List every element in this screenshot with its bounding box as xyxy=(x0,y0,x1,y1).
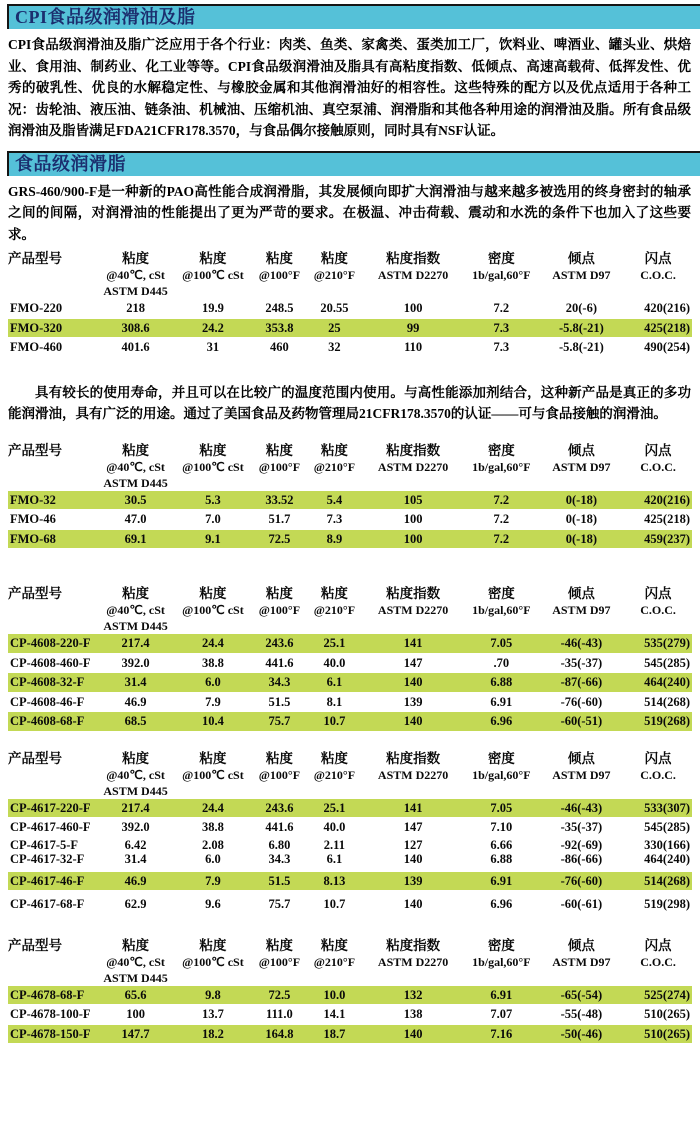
value-cell: 132 xyxy=(403,987,423,1002)
value-cell: 2.08 xyxy=(201,837,224,852)
table-row xyxy=(8,673,692,692)
value-cell: 441.6 xyxy=(265,820,294,834)
product-model-cell: CP-4678-150-F xyxy=(10,1026,91,1041)
value-cell: 308.6 xyxy=(121,320,150,335)
table-header-row xyxy=(8,585,692,634)
col-header: 倾点 ASTM D97 xyxy=(552,750,611,782)
col-header: 粘度 @100℃ cSt xyxy=(182,937,244,969)
value-cell: 38.8 xyxy=(201,655,224,670)
col-header: 闪点 C.O.C. xyxy=(640,442,676,474)
value-cell: 9.8 xyxy=(205,987,221,1002)
table-row xyxy=(8,634,692,653)
value-cell: 514(268) xyxy=(644,694,690,709)
value-cell: 62.9 xyxy=(124,897,147,911)
value-cell: 100 xyxy=(403,531,423,546)
product-model-cell: FMO-320 xyxy=(10,320,63,335)
value-cell: 19.9 xyxy=(201,301,224,315)
value-cell: -86(-66) xyxy=(560,852,603,866)
product-model-cell: FMO-68 xyxy=(10,531,56,546)
value-cell: 7.3 xyxy=(493,340,510,354)
value-cell: 7.2 xyxy=(493,301,510,315)
value-cell: 420(216) xyxy=(644,301,690,315)
table-row xyxy=(8,299,692,318)
value-cell: 6.91 xyxy=(490,873,513,888)
table-row xyxy=(8,712,692,731)
value-cell: 47.0 xyxy=(124,512,147,526)
value-cell: 6.96 xyxy=(490,897,513,911)
value-cell: 75.7 xyxy=(268,897,291,911)
value-cell: 139 xyxy=(403,694,423,709)
table-row xyxy=(8,1005,692,1024)
value-cell: 6.91 xyxy=(490,987,513,1002)
col-header: 倾点 ASTM D97 xyxy=(552,442,611,474)
table-row xyxy=(8,693,692,712)
value-cell: 10.0 xyxy=(323,987,346,1002)
spec-table-fmo-heavy xyxy=(8,250,692,357)
value-cell: 459(237) xyxy=(644,531,690,546)
value-cell: 138 xyxy=(403,1007,423,1021)
spec-table-cp4608 xyxy=(8,585,692,731)
value-cell: 401.6 xyxy=(121,340,150,354)
product-model-cell: CP-4617-46-F xyxy=(10,873,85,888)
table-row xyxy=(8,319,692,338)
value-cell: 510(265) xyxy=(644,1007,690,1021)
value-cell: -5.8(-21) xyxy=(559,320,604,335)
product-model-cell: CP-4608-46-F xyxy=(10,694,85,709)
value-cell: -92(-69) xyxy=(560,837,603,852)
table-header-row xyxy=(8,937,692,986)
value-cell: 147 xyxy=(403,820,423,834)
section-banner-grease xyxy=(7,151,700,176)
value-cell: 127 xyxy=(403,837,423,852)
value-cell: 525(274) xyxy=(644,987,690,1002)
value-cell: 18.2 xyxy=(201,1026,224,1041)
table-row xyxy=(8,510,692,529)
section-title-grease: 食品级润滑脂 xyxy=(15,153,126,174)
value-cell: 6.66 xyxy=(490,837,513,852)
col-header: 闪点 C.O.C. xyxy=(640,586,676,617)
value-cell: 65.6 xyxy=(124,987,147,1002)
value-cell: 8.13 xyxy=(323,873,346,888)
value-cell: 7.2 xyxy=(493,531,510,546)
value-cell: -46(-43) xyxy=(560,636,603,650)
value-cell: 6.88 xyxy=(490,675,513,689)
col-header: 密度 1b/gal,60°F xyxy=(472,442,531,474)
value-cell: 8.9 xyxy=(326,531,343,546)
value-cell: 72.5 xyxy=(268,987,291,1002)
value-cell: 40.0 xyxy=(323,820,346,834)
table-row xyxy=(8,799,692,818)
value-cell: 72.5 xyxy=(268,531,291,546)
section-title-oils: CPI食品级润滑油及脂 xyxy=(15,7,196,27)
value-cell: 10.7 xyxy=(323,714,346,728)
value-cell: 24.4 xyxy=(201,800,224,815)
value-cell: 514(268) xyxy=(644,873,690,888)
value-cell: 6.96 xyxy=(490,714,513,728)
value-cell: 100 xyxy=(403,512,423,526)
value-cell: 7.3 xyxy=(326,512,343,526)
grease-intro-paragraph: GRS-460/900-F是一种新的PAO高性能合成润滑脂，其发展倾向即扩大润滑油与越来越多被选用的终身密封的轴承之间的间隔，对润滑油的性能提出了更为严苛的要求。在极温、冲击荷载、震动和水洗的条件下也加入了这些要求。 xyxy=(8,183,691,242)
col-header: 粘度指数 ASTM D2270 xyxy=(377,251,449,282)
table-row xyxy=(8,338,692,357)
value-cell: 20(-6) xyxy=(565,301,598,315)
col-header: 粘度指数 ASTM D2270 xyxy=(377,586,449,617)
product-model-cell: CP-4608-32-F xyxy=(10,675,85,689)
value-cell: 392.0 xyxy=(121,655,150,670)
col-header: 粘度 @210°F xyxy=(313,251,356,282)
value-cell: 460 xyxy=(270,340,289,354)
value-cell: -50(-46) xyxy=(560,1026,603,1041)
table-header-row xyxy=(8,442,692,491)
value-cell: 7.10 xyxy=(490,820,513,834)
value-cell: 6.1 xyxy=(326,675,343,689)
value-cell: 441.6 xyxy=(265,655,294,670)
mid-paragraph: 具有较长的使用寿命，并且可以在比较广的温度范围内使用。与高性能添加剂结合，这种新产品是真正的多功能润滑油，具有广泛的用途。通过了美国食品及药物管理局21CFR178.3570的认证——可与食品接触的润滑油。 xyxy=(8,384,691,421)
value-cell: 14.1 xyxy=(323,1007,346,1021)
product-model-cell: FMO-220 xyxy=(10,301,63,315)
value-cell: 464(240) xyxy=(644,852,690,866)
value-cell: 7.9 xyxy=(205,873,221,888)
value-cell: 31.4 xyxy=(124,852,147,866)
table-row xyxy=(8,1025,692,1044)
value-cell: 7.07 xyxy=(490,1007,513,1021)
value-cell: 6.42 xyxy=(124,837,147,852)
table-row xyxy=(8,654,692,673)
col-header: 粘度指数 ASTM D2270 xyxy=(377,937,449,969)
value-cell: 140 xyxy=(403,897,423,911)
value-cell: 535(279) xyxy=(644,636,690,650)
value-cell: -35(-37) xyxy=(560,655,603,670)
col-header: 粘度 @210°F xyxy=(313,750,356,782)
product-model-cell: CP-4608-220-F xyxy=(10,636,91,650)
table-row xyxy=(8,852,692,867)
table-header-row xyxy=(8,250,692,299)
value-cell: 111.0 xyxy=(266,1007,293,1021)
table-row xyxy=(8,838,692,853)
value-cell: 141 xyxy=(403,800,423,815)
table-row xyxy=(8,895,692,914)
value-cell: 8.1 xyxy=(326,694,343,709)
col-header-product: 产品型号 xyxy=(8,937,62,953)
value-cell: 243.6 xyxy=(265,800,294,815)
value-cell: 100 xyxy=(403,301,423,315)
value-cell: 147 xyxy=(403,655,423,670)
product-model-cell: FMO-460 xyxy=(10,340,63,354)
value-cell: 2.11 xyxy=(323,837,345,852)
value-cell: 0(-18) xyxy=(565,512,598,526)
oils-intro-paragraph: CPI食品级润滑油及脂广泛应用于各个行业：肉类、鱼类、家禽类、蛋类加工厂，饮料业、啤酒业、罐头业、烘焙业、食用油、制药业、化工业等等。CPI食品级润滑油及脂具有高粘度指数、低倾点、高速高载荷、低挥发性、优秀的破乳性、优良的水解稳定性、与橡胶金属和其他润滑油好的相容性。这些特殊的配方以及优点适用于各种工况：齿轮油、液压油、链条油、机械油、压缩机油、真空泵浦、润滑脂和其他各种用途的润滑油及脂。所有食品级润滑油及脂皆满足FDA21CFR178.3570，与食品偶尔接触原则，同时具有NSF认证。 xyxy=(8,37,691,138)
value-cell: 6.88 xyxy=(490,852,513,866)
col-header: 粘度 @210°F xyxy=(313,442,356,474)
value-cell: 147.7 xyxy=(121,1026,150,1041)
value-cell: 353.8 xyxy=(265,320,294,335)
value-cell: 51.5 xyxy=(268,873,291,888)
value-cell: 425(218) xyxy=(644,512,690,526)
value-cell: 69.1 xyxy=(124,531,147,546)
value-cell: 141 xyxy=(403,636,423,650)
value-cell: -76(-60) xyxy=(560,873,603,888)
value-cell: 20.55 xyxy=(320,301,349,315)
col-header: 粘度 @40℃, cSt ASTM D445 xyxy=(103,586,168,633)
value-cell: 464(240) xyxy=(644,675,690,689)
value-cell: 7.16 xyxy=(490,1026,513,1041)
value-cell: 25.1 xyxy=(323,800,346,815)
product-model-cell: CP-4678-100-F xyxy=(10,1007,91,1021)
table-row xyxy=(8,986,692,1005)
col-header: 粘度 @40℃, cSt ASTM D445 xyxy=(103,442,168,490)
product-model-cell: CP-4617-68-F xyxy=(10,897,85,911)
value-cell: -76(-60) xyxy=(560,694,603,709)
value-cell: 140 xyxy=(403,675,423,689)
value-cell: 6.0 xyxy=(205,675,221,689)
value-cell: 34.3 xyxy=(268,675,291,689)
table-row xyxy=(8,491,692,510)
value-cell: 6.91 xyxy=(490,694,513,709)
col-header: 粘度 @40℃, cSt ASTM D445 xyxy=(103,251,168,298)
spec-table-cp4617 xyxy=(8,750,692,914)
col-header: 闪点 C.O.C. xyxy=(640,750,676,782)
value-cell: 10.4 xyxy=(201,714,224,728)
value-cell: 9.1 xyxy=(205,531,221,546)
product-model-cell: FMO-32 xyxy=(10,492,56,507)
value-cell: 164.8 xyxy=(265,1026,294,1041)
value-cell: 9.6 xyxy=(205,897,221,911)
value-cell: 6.1 xyxy=(326,852,343,866)
value-cell: 46.9 xyxy=(124,873,147,888)
value-cell: -35(-37) xyxy=(560,820,603,834)
value-cell: 248.5 xyxy=(265,301,294,315)
value-cell: 110 xyxy=(404,340,423,354)
value-cell: -60(-51) xyxy=(560,714,603,728)
product-model-cell: CP-4678-68-F xyxy=(10,987,85,1002)
value-cell: 5.4 xyxy=(326,492,343,507)
spec-table-fmo-light xyxy=(8,442,692,549)
value-cell: 510(265) xyxy=(644,1026,690,1041)
value-cell: 51.7 xyxy=(268,512,291,526)
value-cell: -5.8(-21) xyxy=(559,340,604,354)
col-header: 粘度 @100°F xyxy=(258,937,301,969)
value-cell: 38.8 xyxy=(201,820,224,834)
value-cell: 32 xyxy=(328,340,341,354)
value-cell: 105 xyxy=(403,492,423,507)
value-cell: 5.3 xyxy=(205,492,221,507)
value-cell: 46.9 xyxy=(124,694,147,709)
col-header: 粘度 @100°F xyxy=(258,251,301,282)
value-cell: 533(307) xyxy=(644,800,690,815)
product-model-cell: CP-4617-220-F xyxy=(10,800,91,815)
value-cell: -65(-54) xyxy=(560,987,603,1002)
value-cell: 7.05 xyxy=(490,800,513,815)
col-header: 粘度 @100℃ cSt xyxy=(182,586,244,617)
col-header: 粘度 @100℃ cSt xyxy=(182,750,244,782)
product-model-cell: CP-4608-460-F xyxy=(10,655,91,670)
value-cell: 330(166) xyxy=(644,837,690,852)
value-cell: -60(-61) xyxy=(560,897,603,911)
col-header: 密度 1b/gal,60°F xyxy=(472,750,531,782)
value-cell: -87(-66) xyxy=(560,675,603,689)
value-cell: 519(298) xyxy=(644,897,690,911)
col-header-product: 产品型号 xyxy=(8,251,62,266)
value-cell: 10.7 xyxy=(323,897,346,911)
value-cell: 0(-18) xyxy=(565,492,598,507)
col-header: 粘度 @100℃ cSt xyxy=(182,251,244,282)
value-cell: 33.52 xyxy=(265,492,294,507)
col-header: 密度 1b/gal,60°F xyxy=(472,586,531,617)
col-header-product: 产品型号 xyxy=(8,442,62,458)
value-cell: 7.0 xyxy=(205,512,221,526)
product-model-cell: CP-4617-460-F xyxy=(10,820,91,834)
value-cell: 425(218) xyxy=(644,320,690,335)
value-cell: 99 xyxy=(406,320,420,335)
product-model-cell: CP-4617-5-F xyxy=(10,837,79,852)
value-cell: 13.7 xyxy=(201,1007,224,1021)
value-cell: 217.4 xyxy=(121,636,150,650)
col-header: 粘度 @100°F xyxy=(258,750,301,782)
value-cell: 420(216) xyxy=(644,492,690,507)
table-row xyxy=(8,872,692,891)
value-cell: 100 xyxy=(126,1007,145,1021)
section-banner-oils xyxy=(7,4,700,29)
value-cell: 7.9 xyxy=(205,694,221,709)
value-cell: 25 xyxy=(328,320,341,335)
table-header-row xyxy=(8,750,692,799)
value-cell: 31.4 xyxy=(124,675,147,689)
value-cell: 6.80 xyxy=(268,837,291,852)
value-cell: 545(285) xyxy=(644,820,690,834)
table-row xyxy=(8,818,692,837)
value-cell: 7.2 xyxy=(493,492,510,507)
value-cell: -46(-43) xyxy=(560,800,603,815)
col-header: 密度 1b/gal,60°F xyxy=(472,251,531,282)
value-cell: 140 xyxy=(403,714,423,728)
value-cell: 51.5 xyxy=(268,694,291,709)
col-header: 密度 1b/gal,60°F xyxy=(472,937,531,969)
value-cell: 68.5 xyxy=(124,714,147,728)
value-cell: 30.5 xyxy=(124,492,147,507)
spec-table-cp4678 xyxy=(8,937,692,1044)
value-cell: 18.7 xyxy=(323,1026,346,1041)
value-cell: 31 xyxy=(206,340,220,354)
col-header: 粘度 @100°F xyxy=(258,442,301,474)
col-header: 倾点 ASTM D97 xyxy=(552,937,611,969)
col-header: 粘度 @40℃, cSt ASTM D445 xyxy=(103,937,168,985)
value-cell: 0(-18) xyxy=(565,531,598,546)
value-cell: 40.0 xyxy=(323,655,346,670)
col-header-product: 产品型号 xyxy=(8,750,62,766)
value-cell: 7.3 xyxy=(493,320,510,335)
col-header: 闪点 C.O.C. xyxy=(640,937,676,969)
value-cell: 7.2 xyxy=(493,512,510,526)
value-cell: 217.4 xyxy=(121,800,150,815)
product-model-cell: CP-4608-68-F xyxy=(10,714,85,728)
col-header: 粘度指数 ASTM D2270 xyxy=(377,750,449,782)
col-header: 倾点 ASTM D97 xyxy=(552,251,611,282)
col-header: 粘度 @210°F xyxy=(313,937,356,969)
col-header: 闪点 C.O.C. xyxy=(640,251,676,282)
value-cell: 140 xyxy=(403,1026,423,1041)
col-header: 粘度指数 ASTM D2270 xyxy=(377,442,449,474)
col-header: 粘度 @100°F xyxy=(258,586,301,617)
value-cell: 519(268) xyxy=(644,714,690,728)
value-cell: .70 xyxy=(493,655,510,670)
col-header: 粘度 @100℃ cSt xyxy=(182,442,244,474)
value-cell: 6.0 xyxy=(205,852,221,866)
product-model-cell: CP-4617-32-F xyxy=(10,852,85,866)
value-cell: 24.2 xyxy=(201,320,224,335)
product-model-cell: FMO-46 xyxy=(10,512,56,526)
table-row xyxy=(8,530,692,549)
value-cell: 392.0 xyxy=(121,820,150,834)
col-header: 粘度 @210°F xyxy=(313,586,356,617)
value-cell: 75.7 xyxy=(268,714,291,728)
value-cell: 140 xyxy=(403,852,423,866)
value-cell: 218 xyxy=(126,301,145,315)
value-cell: 545(285) xyxy=(644,655,690,670)
value-cell: 34.3 xyxy=(268,852,291,866)
value-cell: 25.1 xyxy=(323,636,346,650)
col-header-product: 产品型号 xyxy=(8,586,62,601)
col-header: 粘度 @40℃, cSt ASTM D445 xyxy=(103,750,168,798)
value-cell: 7.05 xyxy=(490,636,513,650)
value-cell: -55(-48) xyxy=(560,1007,603,1021)
value-cell: 490(254) xyxy=(644,340,690,354)
value-cell: 139 xyxy=(403,873,423,888)
value-cell: 24.4 xyxy=(201,636,224,650)
value-cell: 243.6 xyxy=(265,636,294,650)
col-header: 倾点 ASTM D97 xyxy=(552,586,611,617)
